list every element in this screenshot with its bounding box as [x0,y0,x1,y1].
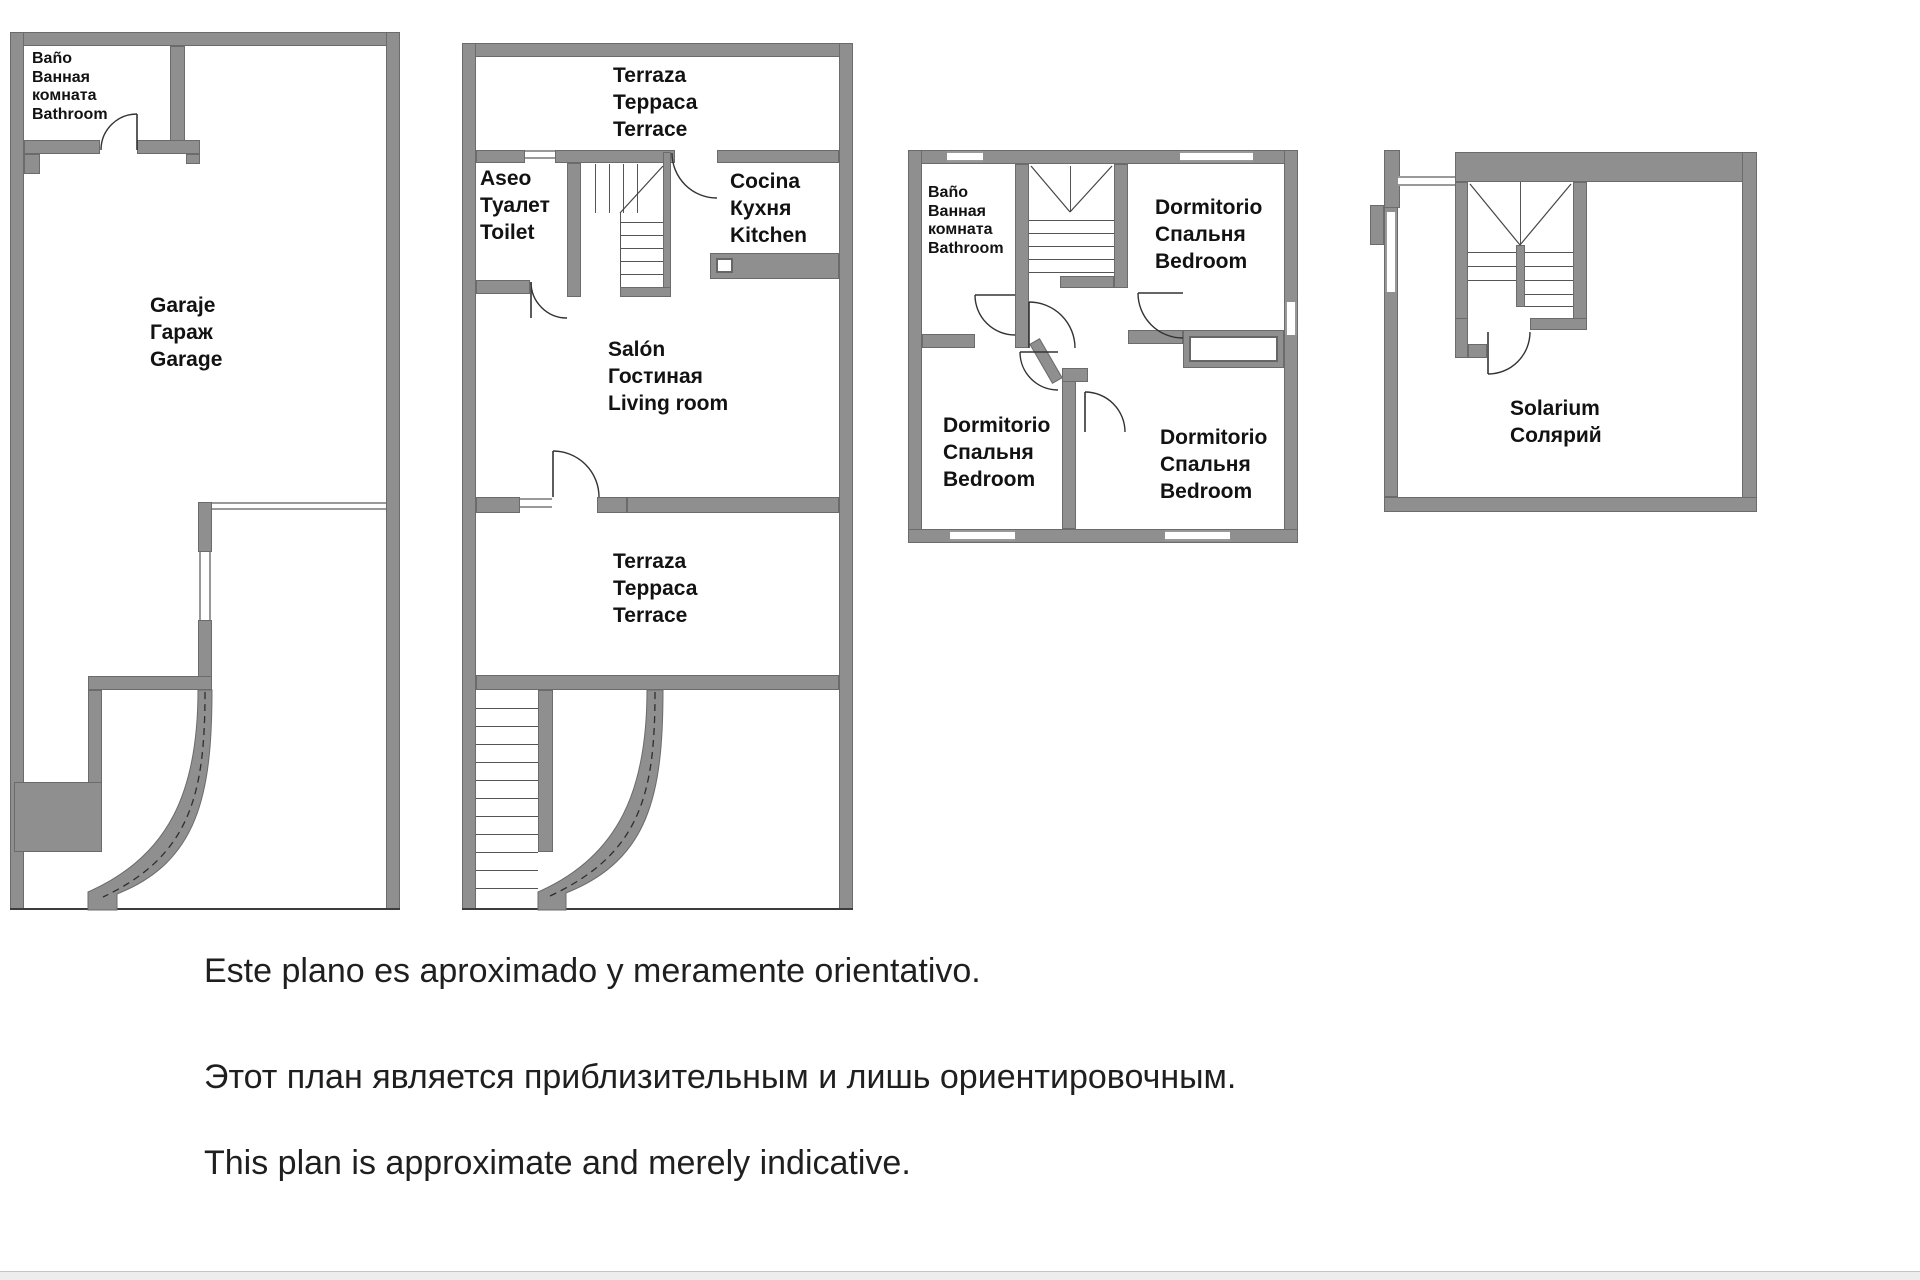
door-arc [1020,352,1058,390]
label-line: Terrace [613,604,688,627]
label-line: Solarium [1510,397,1600,420]
label-bedroom-bottom-right [1160,424,1267,505]
label-line: Bathroom [32,105,108,123]
label-line: Спальня [1155,223,1246,246]
label-line: Туалет [480,194,550,217]
label-line: Bathroom [928,239,1004,257]
label-living-room [608,336,728,417]
label-line: комната [32,87,97,104]
label-line: Спальня [1160,453,1251,476]
label-line: Terraza [613,64,687,87]
label-terrace-top [613,62,697,143]
label-line: Aseo [480,167,532,190]
label-line: Cocina [730,170,801,193]
footer-bar [0,1271,1920,1280]
stair-line [1520,184,1571,245]
label-garage [150,292,222,373]
label-bedroom-bottom-left [943,412,1050,493]
label-line: Гостиная [608,365,703,388]
driveway-ramp [538,690,663,910]
label-line: Терраса [613,91,698,114]
label-line: Salón [608,338,666,361]
label-line: Garage [150,348,223,371]
disclaimer-english: This plan is approximate and merely indicative. [204,1144,911,1182]
label-line: Dormitorio [943,414,1051,437]
door-arc [672,153,717,198]
disclaimer-russian: Этот план является приблизительным и лишь ориентировочным. [204,1058,1237,1096]
label-line: Terraza [613,550,687,573]
label-solarium [1510,395,1602,449]
door-arc [1138,293,1183,338]
label-line: Солярий [1510,424,1602,447]
label-line: Toilet [480,221,535,244]
disclaimer-spanish: Este plano es aproximado y meramente orientativo. [204,952,981,990]
door-arc [553,451,599,497]
label-line: Dormitorio [1160,426,1268,449]
label-terrace-bottom [613,548,697,629]
door-arc [1029,302,1075,348]
label-line: Baño [32,50,72,67]
label-line: Kitchen [730,224,808,247]
label-line: Living room [608,392,729,415]
label-bathroom-garage-level [32,50,108,124]
label-line: Baño [928,184,968,201]
stair-line [620,166,663,213]
label-line: Гараж [150,321,213,344]
label-line: Ванная [928,202,987,220]
label-kitchen [730,168,807,249]
label-line: Кухня [730,197,792,220]
label-bathroom-bedroom-level [928,184,1004,258]
door-arc [975,295,1015,335]
label-bedroom-top-right [1155,194,1262,275]
label-line: Bedroom [1155,250,1248,273]
door-arc [1488,332,1530,374]
label-line: Dormitorio [1155,196,1263,219]
label-line: комната [928,221,993,238]
door-arc [1085,392,1125,432]
label-toilet [480,165,550,246]
door-arc [531,282,567,318]
label-line: Bedroom [943,468,1036,491]
label-line: Bedroom [1160,480,1253,503]
label-line: Спальня [943,441,1034,464]
stair-line [1031,166,1070,212]
label-line: Терраса [613,577,698,600]
stair-line [1070,166,1112,212]
label-line: Terrace [613,118,688,141]
stair-line [1470,184,1520,245]
label-line: Garaje [150,294,216,317]
label-line: Ванная [32,68,91,86]
